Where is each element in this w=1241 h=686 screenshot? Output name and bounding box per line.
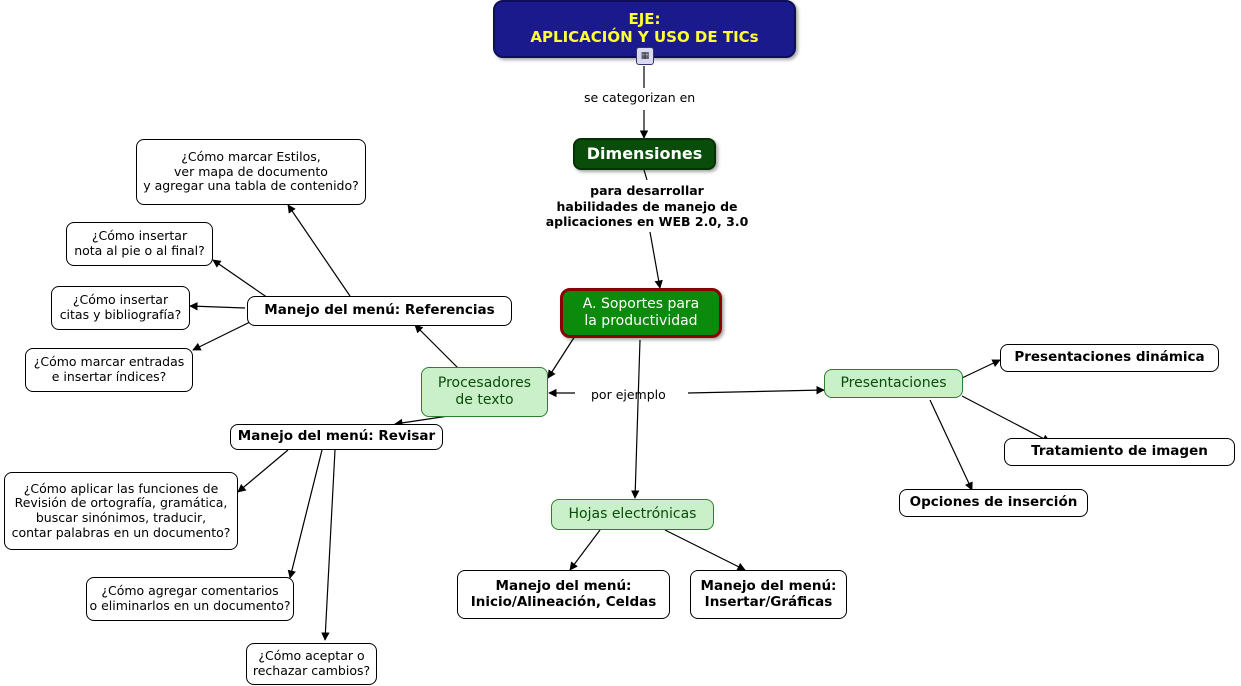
node-question-indices[interactable] bbox=[25, 348, 193, 392]
para-desarrollar-line1: para desarrollar bbox=[590, 183, 704, 198]
node-question-citas-bibliografia[interactable] bbox=[51, 286, 190, 330]
node-procesadores-line2: de texto bbox=[455, 392, 514, 408]
node-question-estilos-line2: ver mapa de documento bbox=[174, 163, 328, 179]
node-presentaciones[interactable] bbox=[824, 369, 963, 398]
link-label-por-ejemplo: por ejemplo bbox=[591, 387, 666, 402]
node-question-estilos-line3: y agregar una tabla de contenido? bbox=[143, 178, 359, 194]
node-question-nota-al-pie[interactable] bbox=[66, 222, 213, 266]
node-question-citas-line2: citas y bibliografía? bbox=[59, 307, 182, 322]
node-question-indices-line2: e insertar índices? bbox=[51, 369, 167, 384]
node-question-nota-line2: nota al pie o al final? bbox=[74, 243, 205, 258]
node-presentaciones-label: Presentaciones bbox=[840, 375, 947, 392]
node-question-revision-line3: buscar sinónimos, traducir, bbox=[35, 510, 207, 525]
node-question-comentarios-line1: ¿Cómo agregar comentarios bbox=[101, 583, 279, 599]
node-tratamiento-imagen-label: Tratamiento de imagen bbox=[1031, 443, 1208, 460]
node-presentaciones-dinamica-label: Presentaciones dinámica bbox=[1014, 349, 1205, 366]
node-question-indices-line1: ¿Cómo marcar entradas bbox=[33, 354, 185, 370]
node-menu-insertar-line2: Insertar/Gráficas bbox=[704, 593, 833, 610]
node-soportes-line1: A. Soportes para bbox=[582, 296, 700, 313]
link-label-se-categorizan: se categorizan en bbox=[584, 90, 696, 105]
link-label-para-desarrollar bbox=[522, 183, 772, 230]
node-procesadores-line1: Procesadores bbox=[437, 375, 532, 392]
node-question-comentarios-line2: o eliminarlos en un documento? bbox=[89, 598, 291, 613]
node-question-comentarios[interactable] bbox=[86, 577, 294, 621]
node-question-revision-ortografia[interactable] bbox=[4, 472, 238, 550]
node-menu-revisar-label: Manejo del menú: Revisar bbox=[237, 428, 436, 445]
node-question-estilos[interactable] bbox=[136, 139, 366, 205]
node-presentaciones-dinamica[interactable] bbox=[1000, 344, 1219, 372]
node-root-line2: APLICACIÓN Y USO DE TICs bbox=[530, 28, 759, 46]
node-soportes-productividad[interactable] bbox=[560, 288, 722, 338]
node-dimensiones[interactable] bbox=[573, 138, 716, 170]
node-hojas-electronicas[interactable] bbox=[551, 499, 714, 530]
node-question-revision-line4: contar palabras en un documento? bbox=[11, 524, 231, 540]
node-question-cambios-line1: ¿Cómo aceptar o bbox=[258, 648, 365, 664]
node-menu-insertar-line1: Manejo del menú: bbox=[700, 577, 837, 594]
node-hojas-label: Hojas electrónicas bbox=[568, 506, 697, 523]
node-menu-inicio-line2: Inicio/Alineación, Celdas bbox=[470, 593, 657, 610]
node-opciones-de-insercion[interactable] bbox=[899, 489, 1088, 517]
node-root-line1: EJE: bbox=[628, 10, 661, 29]
node-menu-revisar[interactable] bbox=[230, 424, 443, 450]
node-question-aceptar-rechazar[interactable] bbox=[246, 643, 377, 685]
para-desarrollar-line2: habilidades de manejo de bbox=[556, 198, 738, 214]
node-question-revision-line2: Revisión de ortografía, gramática, bbox=[14, 495, 228, 511]
node-question-cambios-line2: rechazar cambios? bbox=[252, 663, 371, 678]
node-menu-insertar-graficas[interactable] bbox=[690, 570, 847, 619]
node-tratamiento-de-imagen[interactable] bbox=[1004, 438, 1235, 466]
map-badge-icon: ▦ bbox=[636, 47, 654, 65]
node-menu-inicio-line1: Manejo del menú: bbox=[495, 577, 632, 594]
para-desarrollar-line3: aplicaciones en WEB 2.0, 3.0 bbox=[545, 214, 749, 230]
node-opciones-insercion-label: Opciones de inserción bbox=[909, 494, 1078, 511]
node-soportes-line2: la productividad bbox=[584, 313, 698, 329]
node-menu-referencias-label: Manejo del menú: Referencias bbox=[264, 302, 495, 319]
node-procesadores-de-texto[interactable] bbox=[421, 367, 548, 417]
node-menu-referencias[interactable] bbox=[247, 296, 512, 326]
node-question-nota-line1: ¿Cómo insertar bbox=[91, 228, 188, 244]
node-question-revision-line1: ¿Cómo aplicar las funciones de bbox=[23, 480, 219, 496]
node-dimensiones-label: Dimensiones bbox=[586, 143, 703, 163]
node-question-estilos-line1: ¿Cómo marcar Estilos, bbox=[181, 148, 321, 164]
node-question-citas-line1: ¿Cómo insertar bbox=[72, 292, 169, 308]
node-menu-inicio-alineacion[interactable] bbox=[457, 570, 670, 619]
